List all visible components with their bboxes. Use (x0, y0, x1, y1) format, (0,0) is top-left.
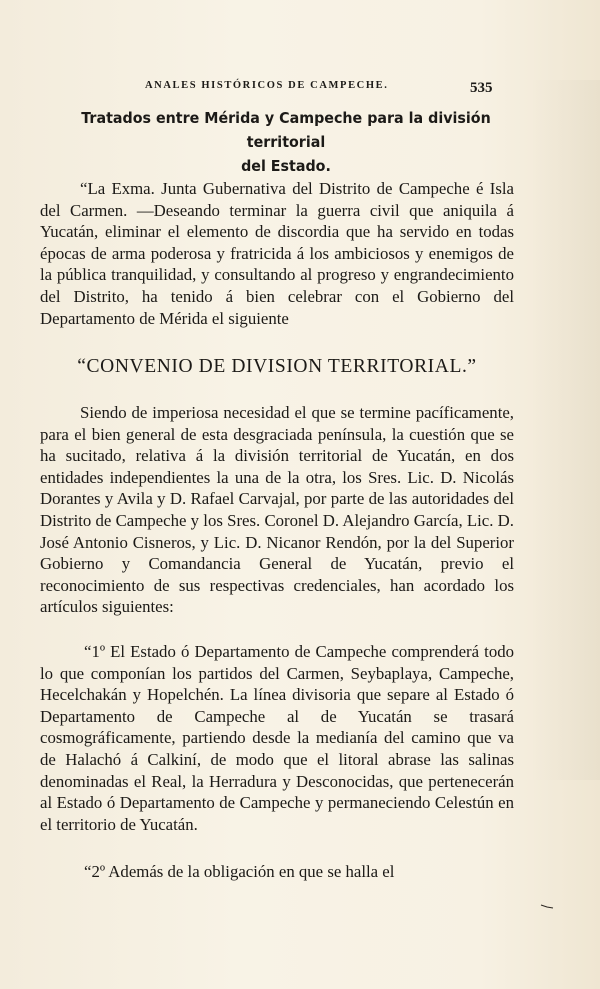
preamble-paragraph: Siendo de imperiosa necesidad el que se termine pacíficamente, para el bien general de esta desgraciada península, la cuestión que se ha sucitado, relativa á la división territorial de Yucatán, en dos entidades independientes la una de la otra, los Sres. Lic. D. Nicolás Dorantes y Avila y D. Rafael Carvajal, por parte de las autoridades del Distrito de Campeche y los Sres. Coronel D. Alejandro García, Lic. D. José Antonio Cisneros, y Lic. D. Nicanor Rendón, por la del Superior Gobierno y Comandancia General de Yucatán, previo el reconocimiento de sus respectivas credenciales, han acordado los artículos siguientes: (40, 403, 514, 617)
page-shading (530, 80, 600, 780)
intro-paragraph: “La Exma. Junta Gubernativa del Distrito de Campeche é Isla del Carmen. —Deseando terminar la guerra civil que aniquila á Yucatán, eliminar el elemento de discordia que ha servido en todas épocas de arma poderosa y fratricida á los ambiciosos y enemigos de la pública tranquilidad, y consultando al progreso y engrandecimiento del Distrito, ha tenido á bien celebrar con el Gobierno del Departamento de Mérida el siguiente (40, 179, 514, 328)
section-title-line-2: del Estado. (241, 157, 331, 175)
running-header: ANALES HISTÓRICOS DE CAMPECHE. (145, 80, 389, 91)
ink-mark (540, 902, 554, 907)
section-title (74, 106, 497, 178)
article-1-paragraph: “1º El Estado ó Departamento de Campeche comprenderá todo lo que componían los partidos del Carmen, Seybaplaya, Campeche, Hecelchakán y Hopelchén. La línea divisoria que separe al Estado ó Departamento de Campeche al de Yucatán se trasará cosmográficamente, partiendo desde la medianía del camino que va de Halachó á Calkiní, de modo que el litoral abrase las salinas denominadas el Real, la Herradura y Desconocidas, que pertenecerán al Estado ó Departamento de Campeche y permaneciendo Celestún en el territorio de Yucatán. (40, 642, 514, 834)
convenio-heading: “CONVENIO DE DIVISION TERRITORIAL.” (77, 356, 477, 377)
article-2-paragraph: “2º Además de la obligación en que se halla el (84, 862, 395, 881)
page-number: 535 (470, 80, 493, 96)
section-title-line-1: Tratados entre Mérida y Campeche para la división territorial (81, 109, 491, 151)
